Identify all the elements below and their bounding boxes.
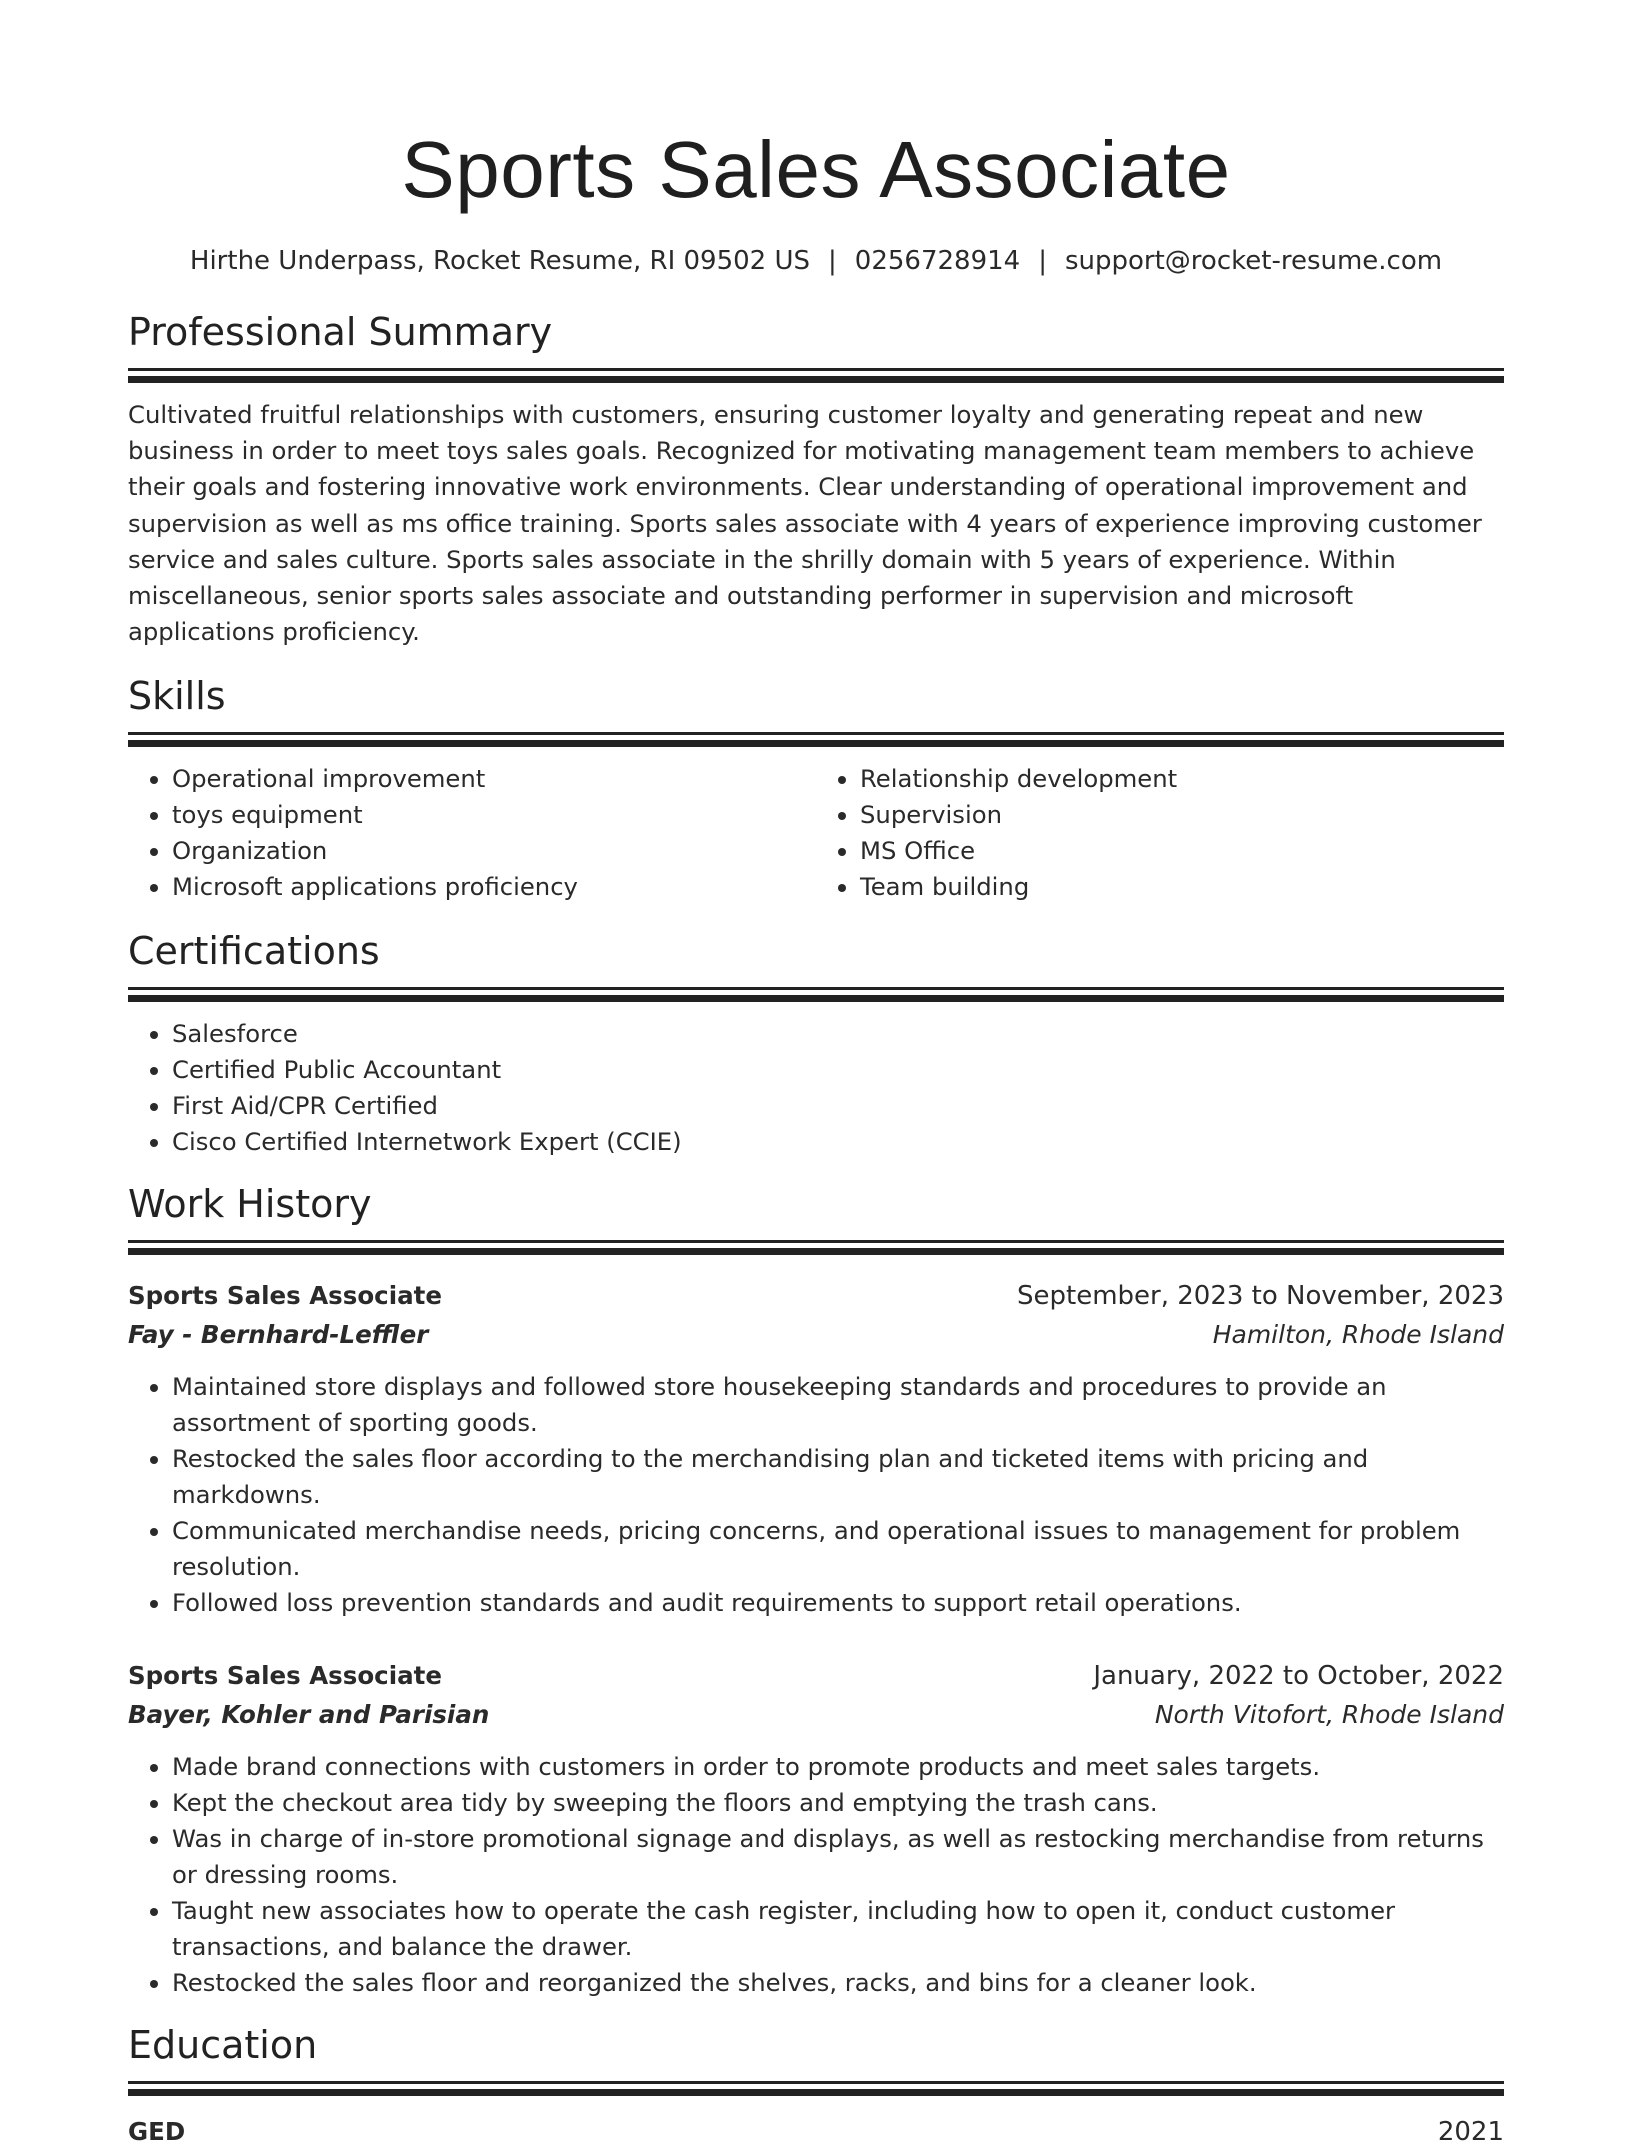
- job-bullet: • Was in charge of in-store promotional signage and displays, as well as restocking merchandise from returns or dressing rooms.: [172, 1821, 1504, 1893]
- job-company-row: [128, 1695, 1504, 1735]
- job-bullets: [128, 1369, 1504, 1621]
- skills-list-right: [816, 761, 1504, 905]
- contact-line: [128, 244, 1504, 278]
- skill-item: • Organization: [172, 833, 816, 869]
- job-location: North Vitofort, Rhode Island: [1154, 1700, 1504, 1730]
- resume-page: [128, 0, 1504, 2150]
- skills-list-left: [128, 761, 816, 905]
- section-divider: [128, 1240, 1504, 1243]
- job-company-row: [128, 1315, 1504, 1355]
- job-bullet: • Made brand connections with customers in order to promote products and meet sales targets.: [172, 1749, 1504, 1785]
- job-dates: September, 2023 to November, 2023: [1017, 1281, 1504, 1312]
- section-title-education: Education: [128, 2023, 318, 2068]
- job-title: Sports Sales Associate: [128, 1661, 442, 1691]
- job-entry: [128, 1657, 1504, 2001]
- certification-item: • First Aid/CPR Certified: [172, 1088, 1504, 1124]
- certifications-list: [128, 1016, 1504, 1160]
- skills-section: [128, 672, 1504, 905]
- job-location: Hamilton, Rhode Island: [1212, 1320, 1504, 1350]
- skill-item: • Team building: [860, 869, 1504, 905]
- job-bullets: [128, 1749, 1504, 2001]
- work-history-section: [128, 1180, 1504, 2001]
- skill-item: • Relationship development: [860, 761, 1504, 797]
- skill-item: • toys equipment: [172, 797, 816, 833]
- certification-item: • Salesforce: [172, 1016, 1504, 1052]
- contact-email[interactable]: support@rocket-resume.com: [1064, 246, 1443, 276]
- section-divider-thick: [128, 995, 1504, 1002]
- job-bullet: • Taught new associates how to operate the cash register, including how to open it, conduct customer transactions, and balance the drawer.: [172, 1893, 1504, 1965]
- education-row: [128, 2114, 1504, 2150]
- job-header-row: [128, 1277, 1504, 1315]
- summary-section: [128, 308, 1504, 650]
- section-divider-thick: [128, 1248, 1504, 1255]
- section-title-certifications: Certifications: [128, 929, 380, 974]
- certification-item: • Certified Public Accountant: [172, 1052, 1504, 1088]
- skills-grid: [128, 747, 1504, 905]
- job-bullet: • Followed loss prevention standards and audit requirements to support retail operations.: [172, 1585, 1504, 1621]
- section-divider-thick: [128, 2089, 1504, 2096]
- resume-name: Sports Sales Associate: [401, 125, 1231, 214]
- contact-phone: 0256728914: [854, 246, 1021, 276]
- section-title-skills: Skills: [128, 674, 226, 719]
- section-divider: [128, 2081, 1504, 2084]
- job-bullet: • Kept the checkout area tidy by sweeping the floors and emptying the trash cans.: [172, 1785, 1504, 1821]
- section-divider: [128, 987, 1504, 990]
- section-divider-thick: [128, 376, 1504, 383]
- job-bullet: • Maintained store displays and followed store housekeeping standards and procedures to provide an assortment of sporting goods.: [172, 1369, 1504, 1441]
- section-divider: [128, 732, 1504, 735]
- section-divider-thick: [128, 740, 1504, 747]
- contact-separator: |: [1038, 246, 1047, 276]
- certifications-section: [128, 927, 1504, 1160]
- education-section: [128, 2021, 1504, 2150]
- certification-item: • Cisco Certified Internetwork Expert (CCIE): [172, 1124, 1504, 1160]
- job-bullet: • Restocked the sales floor and reorganized the shelves, racks, and bins for a cleaner look.: [172, 1965, 1504, 2001]
- education-year: 2021: [1437, 2117, 1504, 2148]
- summary-text: Cultivated fruitful relationships with customers, ensuring customer loyalty and generating repeat and new business in order to meet toys sales goals. Recognized for motivating management team members to achieve their goals and fostering innovative work environments. Clear understanding of operational improvement and supervision as well as ms office training. Sports sales associate with 4 years of experience improving customer service and sales culture. Sports sales associate in the shrilly domain with 5 years of experience. Within miscellaneous, senior sports sales associate and outstanding performer in supervision and microsoft applications proficiency.: [128, 400, 1482, 647]
- job-dates: January, 2022 to October, 2022: [1093, 1661, 1504, 1692]
- contact-separator: |: [828, 246, 837, 276]
- job-company: Fay - Bernhard-Leffler: [128, 1320, 429, 1350]
- job-bullet: • Restocked the sales floor according to the merchandising plan and ticketed items with pricing and markdowns.: [172, 1441, 1504, 1513]
- job-entry: [128, 1277, 1504, 1621]
- job-company: Bayer, Kohler and Parisian: [128, 1700, 490, 1730]
- contact-address: Hirthe Underpass, Rocket Resume, RI 09502 US: [189, 246, 811, 276]
- skill-item: • Microsoft applications proficiency: [172, 869, 816, 905]
- section-divider: [128, 368, 1504, 371]
- skill-item: • MS Office: [860, 833, 1504, 869]
- section-title-work: Work History: [128, 1182, 372, 1227]
- skill-item: • Supervision: [860, 797, 1504, 833]
- job-bullet: • Communicated merchandise needs, pricing concerns, and operational issues to management for problem resolution.: [172, 1513, 1504, 1585]
- job-title: Sports Sales Associate: [128, 1281, 442, 1311]
- job-header-row: [128, 1657, 1504, 1695]
- section-title-summary: Professional Summary: [128, 310, 553, 354]
- education-degree: GED: [128, 2117, 186, 2147]
- skill-item: • Operational improvement: [172, 761, 816, 797]
